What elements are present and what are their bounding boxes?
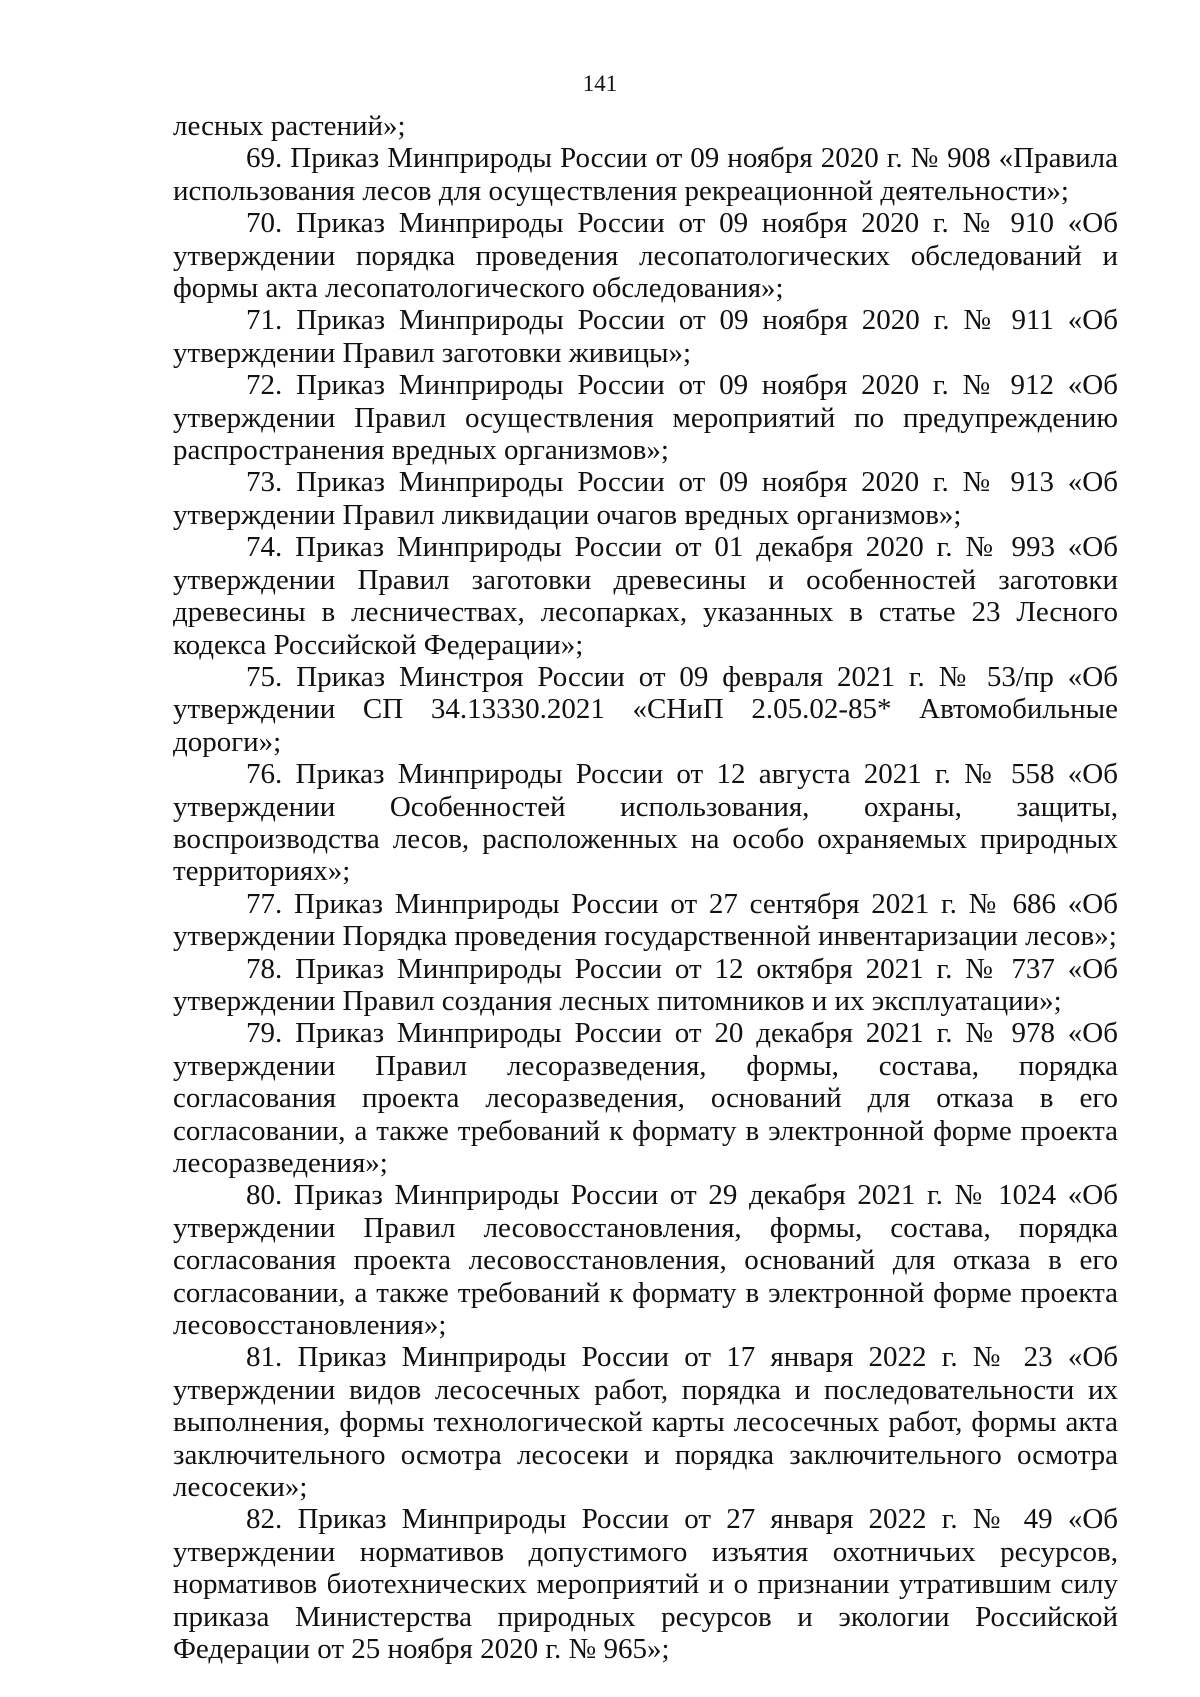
list-item-text: Приказ Минприроды России от 09 ноября 2020 г. № 911 «Об утверждении Правил заготовки живицы»; [173, 304, 1119, 369]
list-item-text: Приказ Минприроды России от 01 декабря 2020 г. № 993 «Об утверждении Правил заготовки древесины и особенностей заготовки древесины в лесничествах, лесопарках, указанных в статье 23 Лесного кодекса Российской Федерации»; [173, 531, 1118, 661]
list-item-number: 69. [246, 142, 283, 175]
list-item [173, 1503, 1118, 1665]
list-item [173, 369, 1118, 466]
list-item-text: Приказ Минприроды России от 27 января 2022 г. № 49 «Об утверждении нормативов допустимого изъятия охотничьих ресурсов, нормативов биотехнических мероприятий и о признании утратившим силу приказа Министерства природных ресурсов и экологии Российской Федерации от 25 ноября 2020 г. № 965»; [173, 1503, 1119, 1666]
list-item [173, 661, 1118, 758]
list-item-number: 71. [246, 304, 283, 337]
page-number: 141 [582, 71, 618, 96]
list-item-number: 76. [246, 758, 283, 791]
list-item-number: 72. [246, 369, 283, 402]
list-item-text: Приказ Минприроды России от 20 декабря 2021 г. № 978 «Об утверждении Правил лесоразведения, формы, состава, порядка согласования проекта лесоразведения, оснований для отказа в его согласовании, а также требований к формату в электронной форме проекта лесоразведения»; [173, 1017, 1118, 1179]
list-item [173, 466, 1118, 531]
list-item-text: Приказ Минприроды России от 12 августа 2021 г. № 558 «Об утверждении Особенностей использования, охраны, защиты, воспроизводства лесов, расположенных на особо охраняемых природных территориях»; [173, 758, 1118, 888]
list-item [173, 207, 1118, 304]
list-item-text: Приказ Минприроды России от 09 ноября 2020 г. № 910 «Об утверждении порядка проведения лесопатологических обследований и формы акта лесопатологического обследования»; [173, 207, 1118, 305]
list-item-text: Приказ Минстроя России от 09 февраля 2021 г. № 53/пр «Об утверждении СП 34.13330.2021 «СНиП 2.05.02-85* Автомобильные дороги»; [173, 660, 1119, 758]
continuation-paragraph: лесных растений»; [173, 110, 406, 142]
list-item [173, 1341, 1118, 1503]
list-item-number: 73. [246, 466, 283, 499]
list-item [173, 1017, 1118, 1179]
list-item-number: 74. [246, 531, 283, 564]
list-item-text: Приказ Минприроды России от 09 ноября 2020 г. № 908 «Правила использования лесов для осуществления рекреационной деятельности»; [173, 142, 1118, 207]
list-item [173, 1179, 1118, 1341]
list-item-text: Приказ Минприроды России от 09 ноября 2020 г. № 913 «Об утверждении Правил ликвидации очагов вредных организмов»; [173, 466, 1118, 531]
list-item-text: Приказ Минприроды России от 12 октября 2021 г. № 737 «Об утверждении Правил создания лесных питомников и их эксплуатации»; [173, 952, 1118, 1017]
list-item-text: Приказ Минприроды России от 27 сентября 2021 г. № 686 «Об утверждении Порядка проведения государственной инвентаризации лесов»; [173, 887, 1118, 953]
list-item-number: 77. [246, 887, 283, 920]
list-item-number: 81. [246, 1341, 283, 1374]
list-item-number: 78. [246, 952, 283, 985]
list-item-number: 70. [246, 207, 283, 240]
list-item-number: 80. [246, 1179, 283, 1212]
list-item [173, 953, 1118, 1018]
list-item-text: Приказ Минприроды России от 17 января 2022 г. № 23 «Об утверждении видов лесосечных работ, порядка и последовательности их выполнения, формы технологической карты лесосечных работ, формы акта заключительного осмотра лесосеки и порядка заключительного осмотра лесосеки»; [173, 1341, 1119, 1504]
document-body [173, 110, 1118, 1666]
list-item-text: Приказ Минприроды России от 09 ноября 2020 г. № 912 «Об утверждении Правил осуществления мероприятий по предупреждению распространения вредных организмов»; [173, 369, 1118, 467]
list-item [173, 531, 1118, 661]
list-item-number: 82. [246, 1503, 283, 1536]
list-item-text: Приказ Минприроды России от 29 декабря 2021 г. № 1024 «Об утверждении Правил лесовосстановления, формы, состава, порядка согласования проекта лесовосстановления, оснований для отказа в его согласовании, а также требований к формату в электронной форме проекта лесовосстановления»; [173, 1179, 1118, 1342]
list-item [173, 758, 1118, 888]
list-item-number: 75. [246, 660, 283, 693]
list-item [173, 304, 1118, 369]
list-item [173, 888, 1118, 953]
list-item-number: 79. [246, 1017, 283, 1050]
list-item [173, 142, 1118, 207]
